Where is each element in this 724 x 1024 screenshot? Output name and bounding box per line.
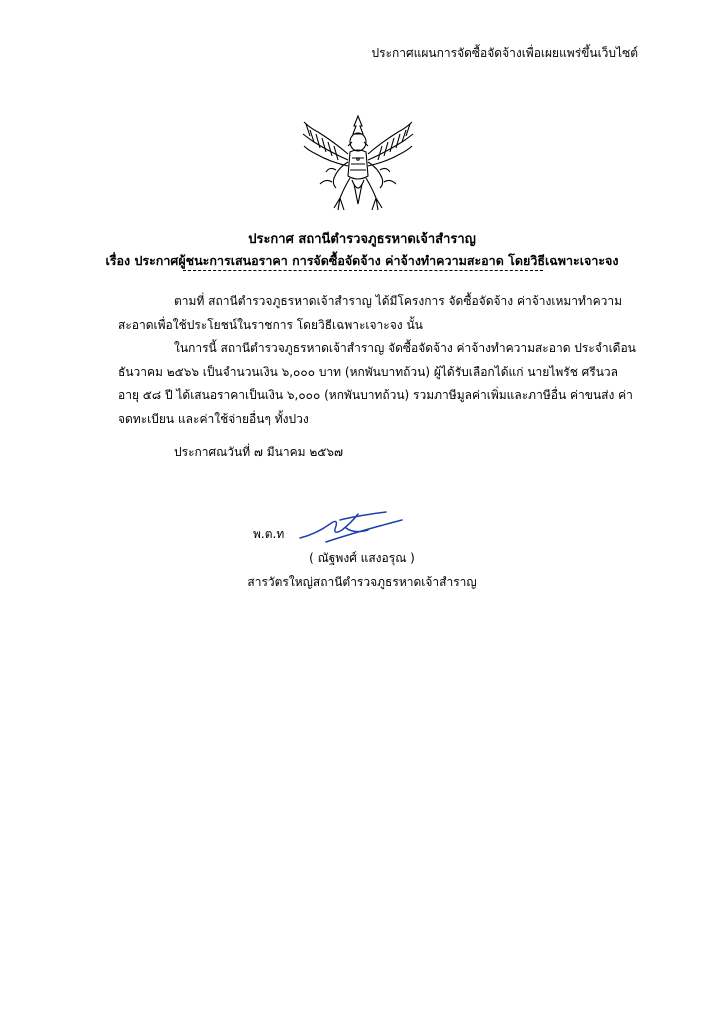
body-paragraph-2: ในการนี้ สถานีตำรวจภูธรหาดเจ้าสำราญ จัดซื้อจัดจ้าง ค่าจ้างทำความสะอาด ประจำเดือนธันวาคม ๒๕๖๖ เป็นจำนวนเงิน ๖,๐๐๐ บาท (หกพันบาทถ้วน) ผู้ได้รับเลือกได้แก่ นายไพรัช ศรีนวล อายุ ๕๘ ปี ได้เสนอราคาเป็นเงิน ๖,๐๐๐ (หกพันบาทถ้วน) รวมภาษีมูลค่าเพิ่มและภาษีอื่น ค่าขนส่ง ค่าจดทะเบียน และค่าใช้จ่ายอื่นๆ ทั้งปวง [118,341,636,426]
signer-position: สารวัตรใหญ่สถานีตำรวจภูธรหาดเจ้าสำราญ [247,575,477,589]
signer-name: ( ณัฐพงศ์ แสงอรุณ ) [309,551,415,565]
signature-icon [296,508,408,548]
announcement-subject: เรื่อง ประกาศผู้ชนะการเสนอราคา การจัดซื้อจัดจ้าง ค่าจ้างทำความสะอาด โดยวิธีเฉพาะเจาะจง [105,253,619,268]
announcement-title: ประกาศ สถานีตำรวจภูธรหาดเจ้าสำราญ [248,232,476,247]
header-note: ประกาศแผนการจัดซื้อจัดจ้างเพื่อเผยแพร่ขึ้นเว็บไซต์ [371,46,638,60]
body-paragraph-1: ตามที่ สถานีตำรวจภูธรหาดเจ้าสำราญ ได้มีโครงการ จัดซื้อจัดจ้าง ค่าจ้างเหมาทำความสะอาดเพื่อใช้ประโยชน์ในราชการ โดยวิธีเฉพาะเจาะจง นั้น [118,294,623,332]
announcement-body [118,290,638,431]
separator-line [183,270,543,271]
announcement-date: ประกาศณวันที่ ๗ มีนาคม ๒๕๖๗ [174,445,344,459]
signer-rank: พ.ต.ท [253,527,285,541]
garuda-emblem-icon [300,112,416,216]
